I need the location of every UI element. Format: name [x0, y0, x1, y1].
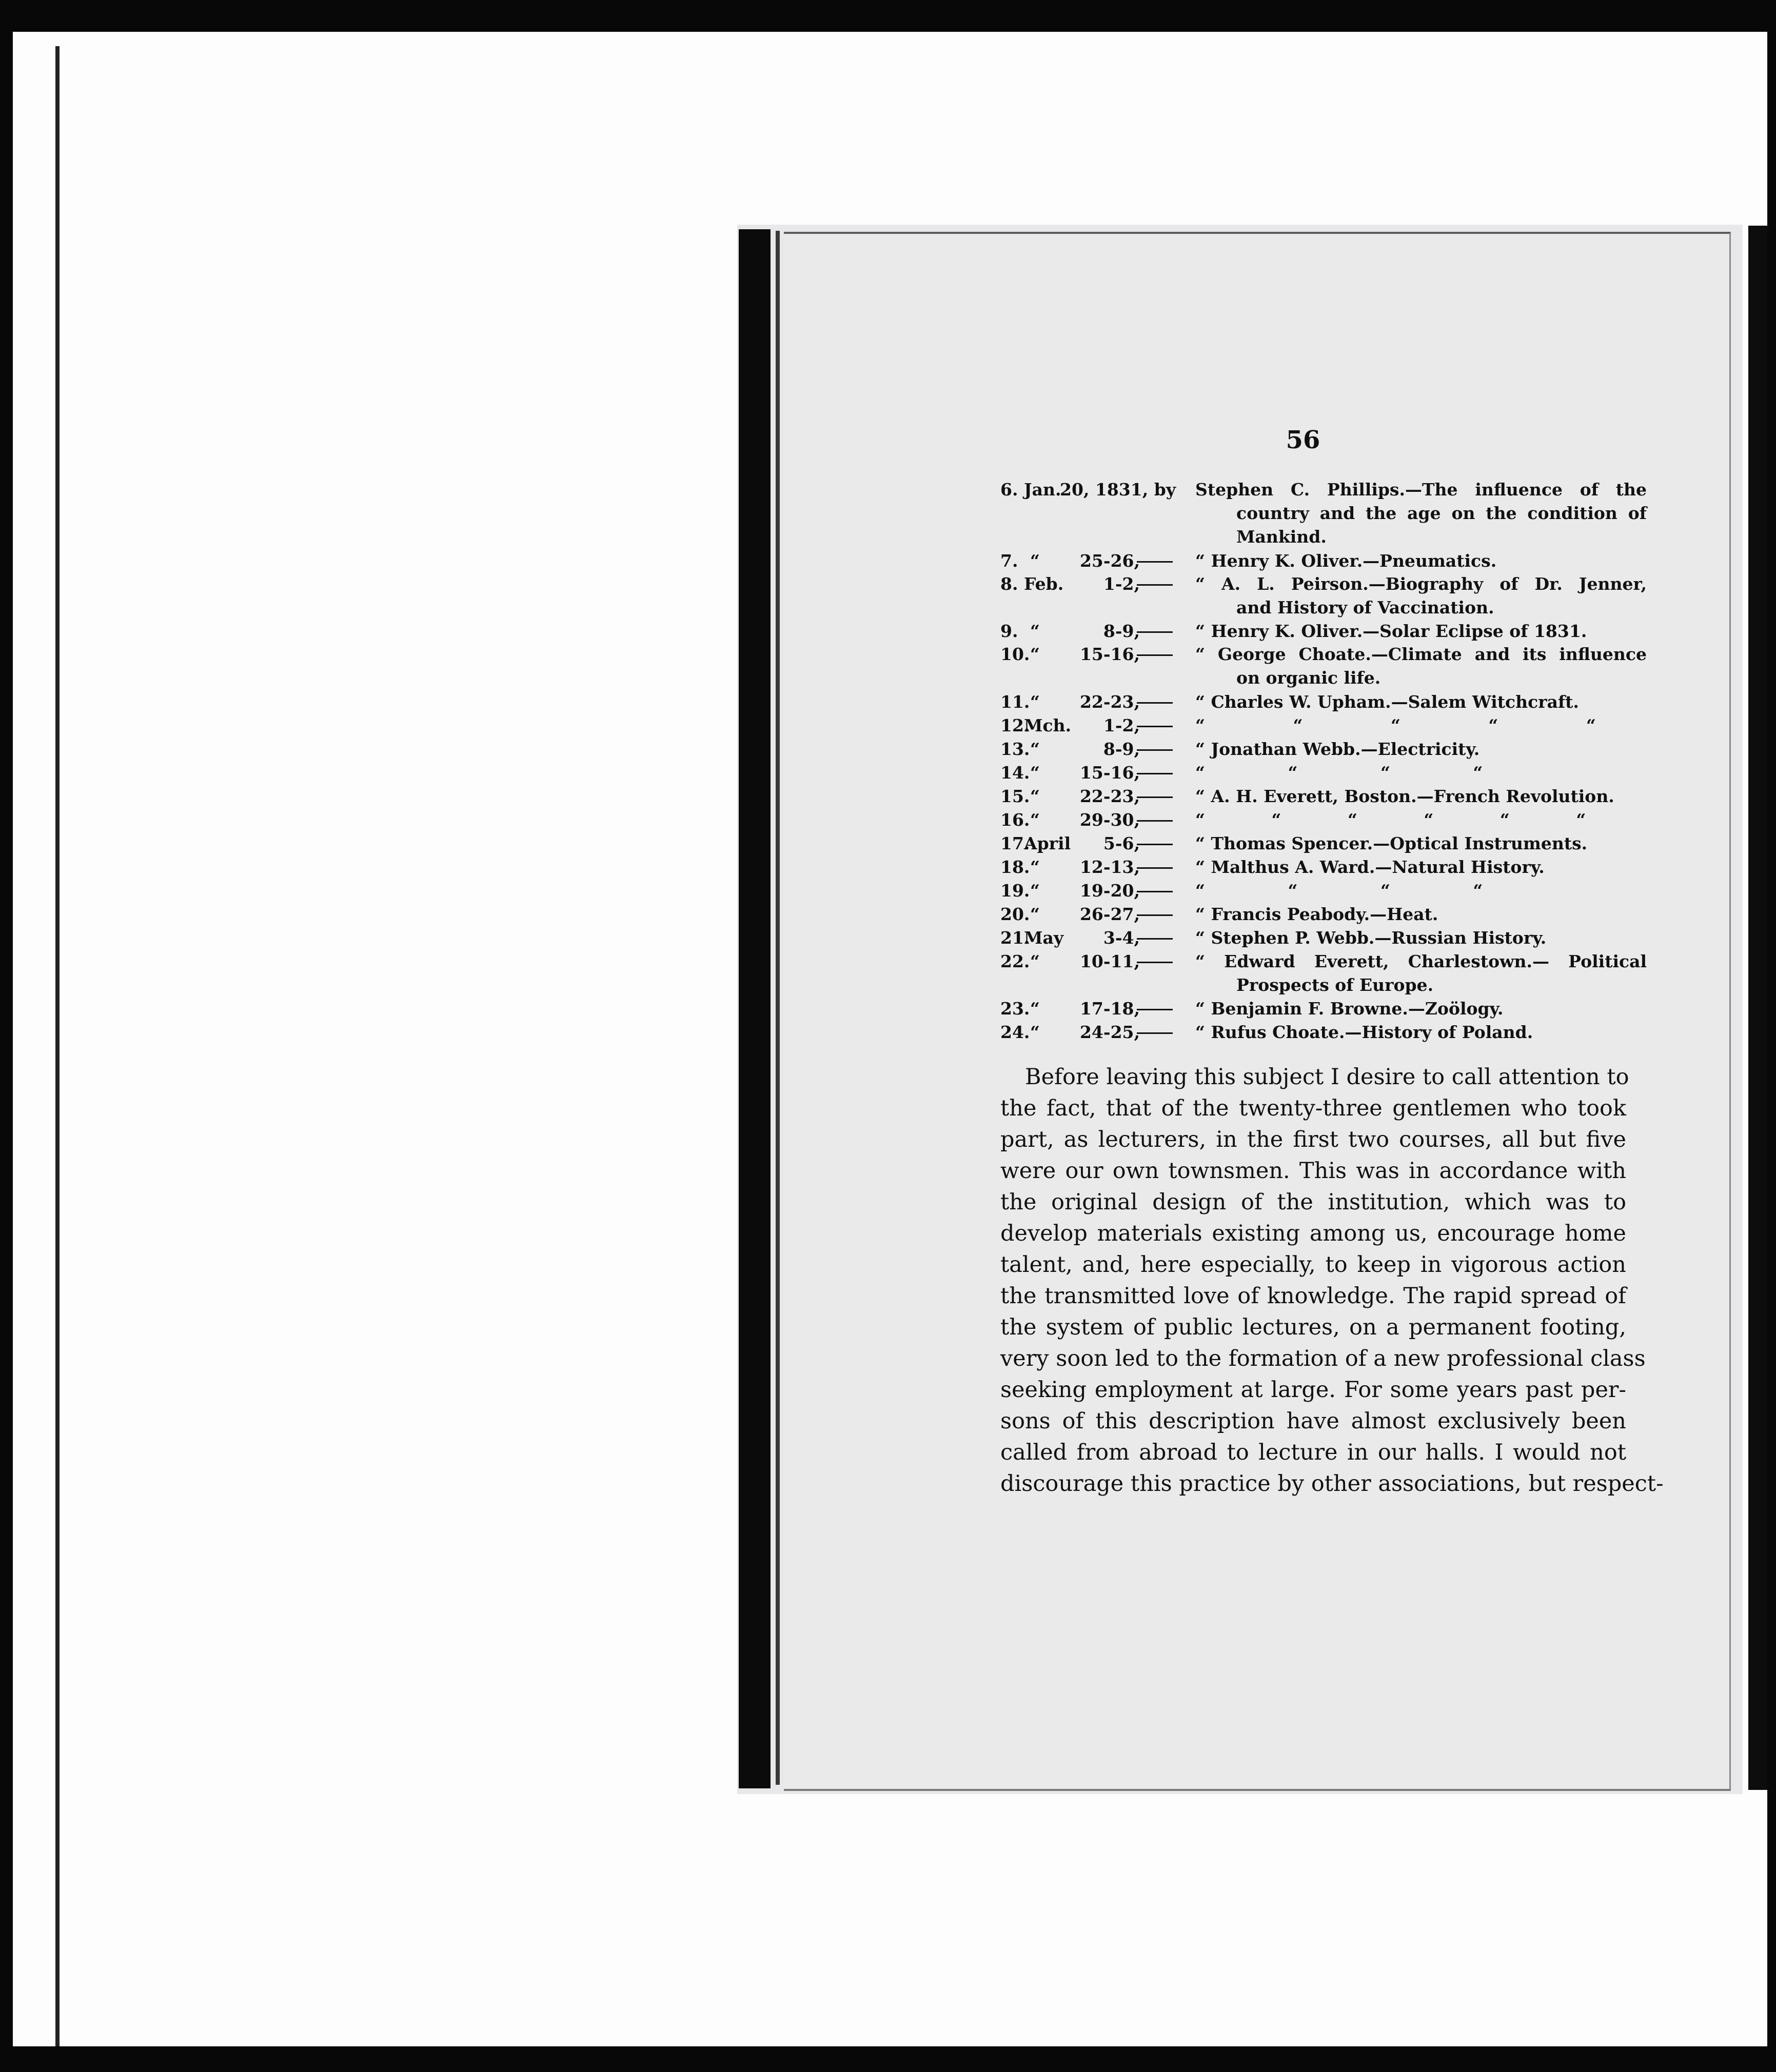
paragraph-line: the original design of the institution, which was to — [1000, 1189, 1626, 1215]
ditto-marks: “ “ “ “ “ “ — [1195, 810, 1586, 830]
lecture-title: “ Francis Peabody.—Heat. — [1195, 904, 1438, 924]
lecture-number: 20. — [1000, 904, 1030, 924]
lecture-number: 13. — [1000, 739, 1030, 759]
lecture-title: “ George Choate.—Climate and its influence — [1195, 644, 1647, 664]
lecture-title: “ A. H. Everett, Boston.—French Revolution. — [1195, 786, 1614, 806]
ditto-dash — [1137, 867, 1173, 869]
lecture-month: Feb. — [1024, 574, 1064, 594]
lecture-title-continued: on organic life. — [1236, 668, 1381, 688]
lecture-entry — [1000, 643, 1647, 690]
ditto-dash — [1137, 561, 1173, 563]
paragraph-line: the fact, that of the twenty-three gentlemen who took — [1000, 1095, 1626, 1121]
lecture-month: “ — [1030, 857, 1040, 877]
lecture-month: April — [1024, 833, 1071, 853]
ditto-dash — [1137, 749, 1173, 751]
paragraph-line: very soon led to the formation of a new professional class — [1000, 1346, 1646, 1371]
lecture-days: 26-27, — [1079, 904, 1140, 924]
lecture-month: May — [1024, 928, 1064, 948]
lecture-number: 24. — [1000, 1022, 1030, 1042]
lecture-days: 25-26, — [1079, 551, 1140, 571]
lecture-month: “ — [1030, 999, 1040, 1019]
lecture-entry — [1000, 1021, 1636, 1044]
ditto-dash — [1137, 844, 1173, 845]
lecture-number: 23. — [1000, 999, 1030, 1019]
lecture-row — [1000, 643, 1647, 666]
lecture-title: “ Jonathan Webb.—Electricity. — [1195, 739, 1480, 759]
paragraph-line: discourage this practice by other associations, but respect- — [1000, 1471, 1664, 1497]
lecture-number: 21. — [1000, 928, 1030, 948]
lecture-row — [1000, 903, 1636, 926]
lecture-days: 10-11, — [1079, 951, 1140, 971]
ditto-dash — [1137, 891, 1173, 892]
lecture-row — [1000, 855, 1636, 879]
lecture-continuation — [1000, 973, 1636, 997]
ditto-dash — [1137, 631, 1173, 633]
lecture-month: “ — [1030, 692, 1040, 712]
paragraph-line: Before leaving this subject I desire to call attention to — [1025, 1064, 1629, 1090]
next-page-edge — [1748, 226, 1767, 1790]
lecture-row — [1000, 761, 1636, 785]
lecture-title: “ Stephen P. Webb.—Russian History. — [1195, 928, 1547, 948]
scan-border-line — [55, 46, 60, 2046]
lecture-entry — [1000, 549, 1636, 573]
lecture-row — [1000, 879, 1636, 903]
lecture-number: 19. — [1000, 881, 1030, 901]
lecture-days: 8-9, — [1103, 739, 1140, 759]
lecture-row — [1000, 832, 1636, 855]
lecture-number: 12. — [1000, 715, 1030, 735]
lecture-entry — [1000, 926, 1636, 950]
lecture-month: “ — [1030, 621, 1040, 641]
lecture-title: “ Edward Everett, Charlestown.— Political — [1195, 951, 1647, 971]
lecture-continuation — [1000, 666, 1636, 690]
lecture-row — [1000, 690, 1636, 714]
lecture-days: 12-13, — [1079, 857, 1140, 877]
lecture-number: 16. — [1000, 810, 1030, 830]
lecture-entry — [1000, 832, 1636, 855]
lecture-number: 14. — [1000, 763, 1030, 783]
lecture-month: “ — [1030, 881, 1040, 901]
ditto-dash — [1137, 1009, 1173, 1010]
ditto-marks: “ “ “ “ “ — [1195, 715, 1596, 735]
lecture-row — [1000, 1021, 1636, 1044]
lecture-days: 22-23, — [1079, 692, 1140, 712]
lecture-row — [1000, 785, 1636, 808]
lecture-days: 22-23, — [1079, 786, 1140, 806]
lecture-title-continued: Prospects of Europe. — [1236, 975, 1434, 995]
lecture-title-continued: Mankind. — [1236, 527, 1327, 547]
scan-border-top — [0, 0, 1776, 32]
ditto-dash — [1137, 962, 1173, 963]
lecture-number: 22. — [1000, 951, 1030, 971]
lecture-number: 10. — [1000, 644, 1030, 664]
paragraph-line: the system of public lectures, on a permanent footing, — [1000, 1314, 1626, 1340]
lecture-month: “ — [1030, 1022, 1040, 1042]
lecture-days: 29-30, — [1079, 810, 1140, 830]
lecture-entry — [1000, 572, 1647, 620]
paragraph-line: part, as lecturers, in the first two courses, all but five — [1000, 1127, 1626, 1152]
ditto-dash — [1137, 726, 1173, 727]
paragraph-line: talent, and, here especially, to keep in vigorous action — [1000, 1252, 1626, 1278]
lecture-title: “ A. L. Peirson.—Biography of Dr. Jenner, — [1195, 574, 1647, 594]
lecture-days: 17-18, — [1079, 999, 1140, 1019]
lecture-number: 17. — [1000, 833, 1030, 853]
paragraph-line: sons of this description have almost exclusively been — [1000, 1408, 1626, 1434]
paragraph-line: develop materials existing among us, encourage home — [1000, 1221, 1626, 1246]
ditto-dash — [1137, 654, 1173, 656]
lecture-entry — [1000, 690, 1636, 714]
ditto-dash — [1137, 938, 1173, 940]
scan-border-left — [0, 0, 13, 2072]
lecture-days: 1-2, — [1103, 574, 1140, 594]
lecture-entry — [1000, 997, 1636, 1021]
lecture-title-continued: and History of Vaccination. — [1236, 597, 1494, 617]
lecture-row — [1000, 997, 1636, 1021]
lecture-row — [1000, 478, 1647, 502]
lecture-continuation — [1000, 525, 1636, 549]
lecture-days: 15-16, — [1079, 644, 1140, 664]
lecture-entry — [1000, 879, 1636, 903]
lecture-row — [1000, 738, 1636, 761]
lecture-days: 15-16, — [1079, 763, 1140, 783]
lecture-number: 18. — [1000, 857, 1030, 877]
lecture-month: “ — [1030, 644, 1040, 664]
ditto-dash — [1137, 584, 1173, 586]
lecture-title: “ Rufus Choate.—History of Poland. — [1195, 1022, 1533, 1042]
lecture-month: Jan. — [1024, 480, 1061, 500]
lecture-row — [1000, 620, 1636, 643]
spine-edge — [776, 231, 780, 1785]
lecture-month: Mch. — [1024, 715, 1072, 735]
lecture-month: “ — [1030, 763, 1040, 783]
lecture-row — [1000, 950, 1647, 973]
ditto-dash — [1137, 914, 1173, 916]
lecture-month: “ — [1030, 786, 1040, 806]
lecture-entry — [1000, 738, 1636, 761]
ditto-dash — [1137, 820, 1173, 822]
lecture-month: “ — [1030, 810, 1040, 830]
lecture-entry — [1000, 478, 1647, 549]
lecture-number: 11. — [1000, 692, 1030, 712]
lecture-number: 6. — [1000, 480, 1018, 500]
lecture-days: 19-20, — [1079, 881, 1140, 901]
lecture-row — [1000, 926, 1636, 950]
lecture-days: 3-4, — [1103, 928, 1140, 948]
lecture-title: “ Benjamin F. Browne.—Zoölogy. — [1195, 999, 1504, 1019]
lecture-title: “ Malthus A. Ward.—Natural History. — [1195, 857, 1545, 877]
ditto-dash — [1137, 702, 1173, 704]
paragraph-line: the transmitted love of knowledge. The rapid spread of — [1000, 1283, 1626, 1309]
lecture-title: “ Thomas Spencer.—Optical Instruments. — [1195, 833, 1588, 853]
lecture-month: “ — [1030, 904, 1040, 924]
lecture-days: 5-6, — [1103, 833, 1140, 853]
lecture-title: Stephen C. Phillips.—The influence of the — [1195, 480, 1647, 500]
lecture-days: 1-2, — [1103, 715, 1140, 735]
paragraph-line: were our own townsmen. This was in accordance with — [1000, 1158, 1626, 1184]
ditto-marks: “ “ “ “ — [1195, 763, 1483, 783]
lecture-title: “ Henry K. Oliver.—Pneumatics. — [1195, 551, 1497, 571]
lecture-number: 9. — [1000, 621, 1018, 641]
lecture-entry — [1000, 903, 1636, 926]
lecture-row — [1000, 572, 1647, 596]
lecture-month: “ — [1030, 739, 1040, 759]
ditto-marks: “ “ “ “ — [1195, 881, 1483, 901]
scan-border-bottom — [0, 2046, 1776, 2072]
lecture-row — [1000, 549, 1636, 573]
lecture-title-continued: country and the age on the condition of — [1236, 503, 1647, 523]
lecture-entry — [1000, 785, 1636, 808]
body-paragraph — [1000, 1062, 1664, 1500]
lecture-month: “ — [1030, 951, 1040, 971]
lecture-entry — [1000, 855, 1636, 879]
lecture-continuation — [1000, 502, 1647, 525]
lecture-title: “ Charles W. Upham.—Salem Witchcraft. — [1195, 692, 1579, 712]
lecture-number: 15. — [1000, 786, 1030, 806]
ditto-dash — [1137, 1032, 1173, 1034]
paragraph-line: called from abroad to lecture in our halls. I would not — [1000, 1440, 1626, 1465]
lecture-month: “ — [1030, 551, 1040, 571]
ditto-dash — [1137, 796, 1173, 798]
lecture-days: 8-9, — [1103, 621, 1140, 641]
lecture-number: 8. — [1000, 574, 1018, 594]
lecture-entry — [1000, 714, 1636, 738]
lecture-days: 24-25, — [1079, 1022, 1140, 1042]
ditto-dash — [1137, 773, 1173, 774]
scan-border-right — [1767, 0, 1776, 2072]
book-spine — [739, 229, 771, 1788]
lecture-days: 20, 1831, by — [1060, 480, 1176, 500]
lecture-continuation — [1000, 596, 1636, 620]
paragraph-line: seeking employment at large. For some years past per- — [1000, 1377, 1626, 1403]
lecture-number: 7. — [1000, 551, 1018, 571]
lecture-entry — [1000, 761, 1636, 785]
lecture-row — [1000, 714, 1636, 738]
lecture-title: “ Henry K. Oliver.—Solar Eclipse of 1831. — [1195, 621, 1587, 641]
lecture-entry — [1000, 950, 1647, 997]
page-number: 56 — [1286, 426, 1320, 454]
lecture-entry — [1000, 620, 1636, 643]
lecture-row — [1000, 808, 1636, 832]
lecture-entry — [1000, 808, 1636, 832]
